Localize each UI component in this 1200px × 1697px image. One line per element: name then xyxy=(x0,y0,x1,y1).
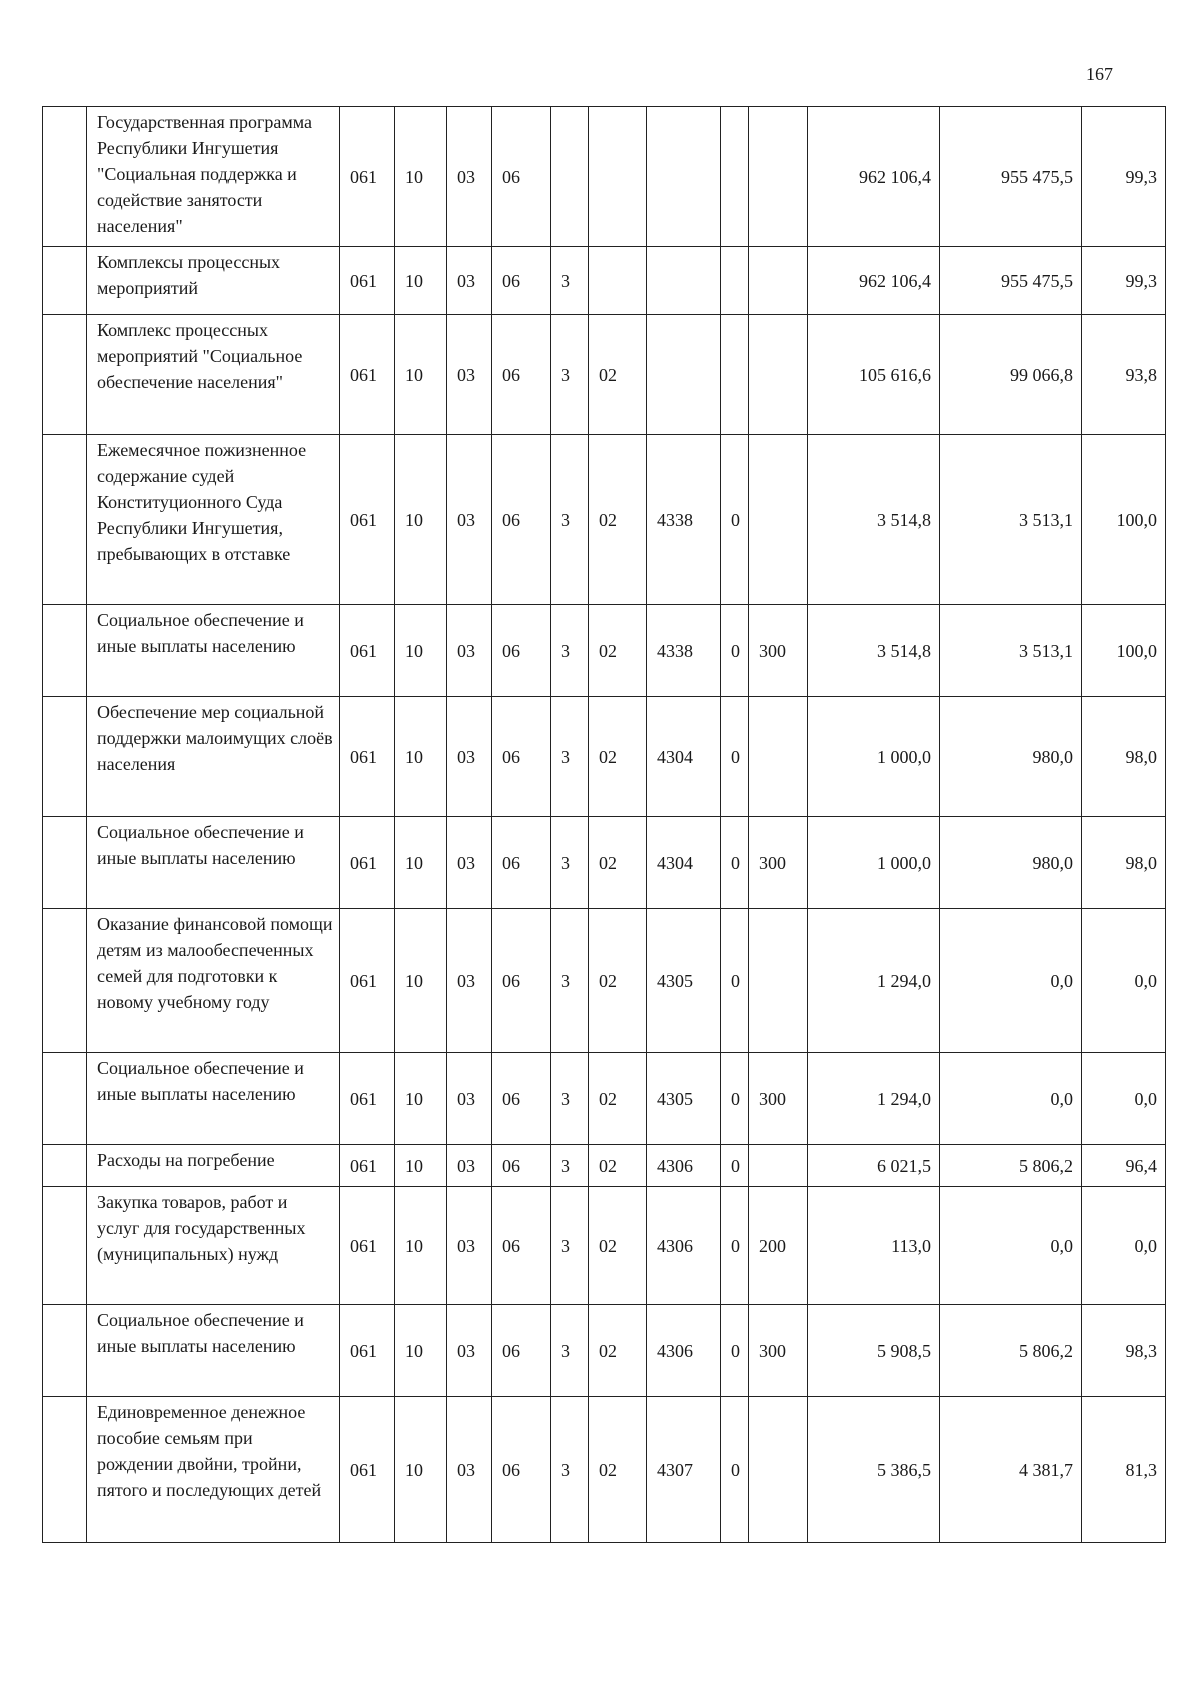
plan-amount: 1 000,0 xyxy=(808,697,940,817)
index-cell xyxy=(43,107,87,247)
code-cell: 06 xyxy=(492,315,551,435)
table-row xyxy=(43,247,1166,315)
index-cell xyxy=(43,909,87,1053)
table-row xyxy=(43,817,1166,909)
code-cell: 10 xyxy=(395,1305,447,1397)
index-cell xyxy=(43,247,87,315)
percent-value: 0,0 xyxy=(1082,1053,1166,1145)
percent-value: 98,0 xyxy=(1082,817,1166,909)
code-cell: 061 xyxy=(340,315,395,435)
fact-amount: 0,0 xyxy=(940,909,1082,1053)
percent-value: 100,0 xyxy=(1082,605,1166,697)
percent-value: 81,3 xyxy=(1082,1397,1166,1543)
index-cell xyxy=(43,605,87,697)
code-cell: 10 xyxy=(395,909,447,1053)
code-cell: 0 xyxy=(721,1053,749,1145)
fact-amount: 980,0 xyxy=(940,697,1082,817)
index-cell xyxy=(43,1187,87,1305)
code-cell: 03 xyxy=(447,909,492,1053)
code-cell: 061 xyxy=(340,1145,395,1187)
code-cell: 10 xyxy=(395,1053,447,1145)
table-row xyxy=(43,107,1166,247)
code-cell: 06 xyxy=(492,1305,551,1397)
code-cell: 0 xyxy=(721,1187,749,1305)
code-cell: 0 xyxy=(721,435,749,605)
code-cell: 10 xyxy=(395,1187,447,1305)
fact-amount: 3 513,1 xyxy=(940,435,1082,605)
code-cell: 3 xyxy=(551,909,589,1053)
fact-amount: 955 475,5 xyxy=(940,247,1082,315)
code-cell: 03 xyxy=(447,605,492,697)
percent-value: 93,8 xyxy=(1082,315,1166,435)
code-cell: 061 xyxy=(340,697,395,817)
code-cell: 02 xyxy=(589,697,647,817)
code-cell: 0 xyxy=(721,1145,749,1187)
percent-value: 98,3 xyxy=(1082,1305,1166,1397)
fact-amount: 4 381,7 xyxy=(940,1397,1082,1543)
fact-amount: 0,0 xyxy=(940,1187,1082,1305)
code-cell: 03 xyxy=(447,1053,492,1145)
plan-amount: 3 514,8 xyxy=(808,435,940,605)
code-cell: 06 xyxy=(492,247,551,315)
code-cell: 300 xyxy=(749,605,808,697)
code-cell xyxy=(647,107,721,247)
code-cell xyxy=(589,247,647,315)
code-cell: 4306 xyxy=(647,1305,721,1397)
code-cell: 200 xyxy=(749,1187,808,1305)
code-cell: 10 xyxy=(395,1397,447,1543)
code-cell: 300 xyxy=(749,1305,808,1397)
item-name: Единовременное денежное пособие семьям при рождении двойни, тройни, пятого и последующих детей xyxy=(87,1397,340,1543)
item-name: Социальное обеспечение и иные выплаты населению xyxy=(87,817,340,909)
code-cell: 4338 xyxy=(647,605,721,697)
code-cell: 061 xyxy=(340,107,395,247)
code-cell xyxy=(749,315,808,435)
code-cell: 4305 xyxy=(647,1053,721,1145)
code-cell xyxy=(721,315,749,435)
code-cell: 06 xyxy=(492,1053,551,1145)
item-name: Социальное обеспечение и иные выплаты населению xyxy=(87,605,340,697)
code-cell: 3 xyxy=(551,817,589,909)
code-cell: 300 xyxy=(749,817,808,909)
code-cell xyxy=(749,697,808,817)
code-cell: 0 xyxy=(721,817,749,909)
index-cell xyxy=(43,435,87,605)
index-cell xyxy=(43,1305,87,1397)
code-cell: 02 xyxy=(589,817,647,909)
code-cell: 300 xyxy=(749,1053,808,1145)
index-cell xyxy=(43,315,87,435)
code-cell: 10 xyxy=(395,1145,447,1187)
code-cell: 061 xyxy=(340,247,395,315)
code-cell: 0 xyxy=(721,1397,749,1543)
item-name: Оказание финансовой помощи детям из малообеспеченных семей для подготовки к новому учебному году xyxy=(87,909,340,1053)
table-row xyxy=(43,605,1166,697)
item-name: Ежемесячное пожизненное содержание судей Конституционного Суда Республики Ингушетия, пребывающих в отставке xyxy=(87,435,340,605)
code-cell: 3 xyxy=(551,1305,589,1397)
table-row xyxy=(43,1145,1166,1187)
code-cell: 03 xyxy=(447,107,492,247)
table-row xyxy=(43,1397,1166,1543)
code-cell: 02 xyxy=(589,1053,647,1145)
fact-amount: 955 475,5 xyxy=(940,107,1082,247)
code-cell: 061 xyxy=(340,1187,395,1305)
plan-amount: 5 386,5 xyxy=(808,1397,940,1543)
code-cell xyxy=(749,1145,808,1187)
code-cell: 0 xyxy=(721,605,749,697)
fact-amount: 3 513,1 xyxy=(940,605,1082,697)
code-cell: 10 xyxy=(395,817,447,909)
percent-value: 96,4 xyxy=(1082,1145,1166,1187)
code-cell: 03 xyxy=(447,1305,492,1397)
fact-amount: 99 066,8 xyxy=(940,315,1082,435)
plan-amount: 962 106,4 xyxy=(808,107,940,247)
code-cell xyxy=(721,107,749,247)
code-cell: 10 xyxy=(395,697,447,817)
item-name: Социальное обеспечение и иные выплаты населению xyxy=(87,1053,340,1145)
code-cell: 03 xyxy=(447,315,492,435)
code-cell: 3 xyxy=(551,1145,589,1187)
percent-value: 98,0 xyxy=(1082,697,1166,817)
code-cell: 061 xyxy=(340,605,395,697)
code-cell: 02 xyxy=(589,605,647,697)
code-cell: 4305 xyxy=(647,909,721,1053)
code-cell: 3 xyxy=(551,1187,589,1305)
table-row xyxy=(43,909,1166,1053)
code-cell: 03 xyxy=(447,1145,492,1187)
table-row xyxy=(43,1187,1166,1305)
plan-amount: 1 294,0 xyxy=(808,909,940,1053)
code-cell: 10 xyxy=(395,605,447,697)
plan-amount: 5 908,5 xyxy=(808,1305,940,1397)
plan-amount: 6 021,5 xyxy=(808,1145,940,1187)
code-cell: 0 xyxy=(721,909,749,1053)
code-cell: 03 xyxy=(447,817,492,909)
code-cell: 061 xyxy=(340,909,395,1053)
code-cell: 4306 xyxy=(647,1145,721,1187)
code-cell: 02 xyxy=(589,1145,647,1187)
code-cell: 0 xyxy=(721,697,749,817)
item-name: Комплекс процессных мероприятий "Социальное обеспечение населения" xyxy=(87,315,340,435)
fact-amount: 5 806,2 xyxy=(940,1305,1082,1397)
code-cell: 0 xyxy=(721,1305,749,1397)
code-cell: 4306 xyxy=(647,1187,721,1305)
index-cell xyxy=(43,1053,87,1145)
code-cell: 03 xyxy=(447,247,492,315)
code-cell: 02 xyxy=(589,909,647,1053)
item-name: Закупка товаров, работ и услуг для государственных (муниципальных) нужд xyxy=(87,1187,340,1305)
page-number: 167 xyxy=(1086,64,1113,84)
percent-value: 99,3 xyxy=(1082,107,1166,247)
code-cell: 06 xyxy=(492,1187,551,1305)
code-cell xyxy=(551,107,589,247)
plan-amount: 3 514,8 xyxy=(808,605,940,697)
percent-value: 100,0 xyxy=(1082,435,1166,605)
item-name: Обеспечение мер социальной поддержки малоимущих слоёв населения xyxy=(87,697,340,817)
code-cell xyxy=(749,247,808,315)
code-cell: 061 xyxy=(340,817,395,909)
code-cell xyxy=(589,107,647,247)
code-cell: 06 xyxy=(492,909,551,1053)
code-cell: 06 xyxy=(492,697,551,817)
code-cell xyxy=(749,909,808,1053)
code-cell xyxy=(647,247,721,315)
code-cell: 3 xyxy=(551,435,589,605)
percent-value: 0,0 xyxy=(1082,1187,1166,1305)
index-cell xyxy=(43,697,87,817)
fact-amount: 5 806,2 xyxy=(940,1145,1082,1187)
plan-amount: 105 616,6 xyxy=(808,315,940,435)
table-row xyxy=(43,1053,1166,1145)
code-cell: 4304 xyxy=(647,697,721,817)
plan-amount: 1 294,0 xyxy=(808,1053,940,1145)
code-cell: 3 xyxy=(551,605,589,697)
code-cell: 06 xyxy=(492,107,551,247)
index-cell xyxy=(43,817,87,909)
code-cell: 06 xyxy=(492,605,551,697)
index-cell xyxy=(43,1145,87,1187)
code-cell: 10 xyxy=(395,315,447,435)
percent-value: 99,3 xyxy=(1082,247,1166,315)
code-cell: 3 xyxy=(551,247,589,315)
code-cell: 10 xyxy=(395,247,447,315)
code-cell: 03 xyxy=(447,435,492,605)
code-cell: 06 xyxy=(492,1397,551,1543)
table-row xyxy=(43,435,1166,605)
code-cell: 03 xyxy=(447,697,492,817)
code-cell: 061 xyxy=(340,1305,395,1397)
code-cell: 02 xyxy=(589,1397,647,1543)
fact-amount: 0,0 xyxy=(940,1053,1082,1145)
code-cell: 06 xyxy=(492,817,551,909)
table-row xyxy=(43,697,1166,817)
code-cell xyxy=(721,247,749,315)
code-cell: 10 xyxy=(395,107,447,247)
code-cell xyxy=(749,1397,808,1543)
percent-value: 0,0 xyxy=(1082,909,1166,1053)
item-name: Комплексы процессных мероприятий xyxy=(87,247,340,315)
code-cell: 4304 xyxy=(647,817,721,909)
code-cell: 03 xyxy=(447,1397,492,1543)
code-cell: 06 xyxy=(492,1145,551,1187)
code-cell: 061 xyxy=(340,1053,395,1145)
item-name: Государственная программа Республики Ингушетия "Социальная поддержка и содействие занятости населения" xyxy=(87,107,340,247)
code-cell: 06 xyxy=(492,435,551,605)
table-body xyxy=(43,107,1166,1543)
code-cell: 02 xyxy=(589,1305,647,1397)
plan-amount: 113,0 xyxy=(808,1187,940,1305)
plan-amount: 1 000,0 xyxy=(808,817,940,909)
code-cell xyxy=(749,107,808,247)
code-cell: 10 xyxy=(395,435,447,605)
code-cell: 3 xyxy=(551,1397,589,1543)
code-cell: 02 xyxy=(589,1187,647,1305)
item-name: Расходы на погребение xyxy=(87,1145,340,1187)
fact-amount: 980,0 xyxy=(940,817,1082,909)
table-row xyxy=(43,1305,1166,1397)
code-cell: 3 xyxy=(551,697,589,817)
code-cell: 02 xyxy=(589,435,647,605)
table-row xyxy=(43,315,1166,435)
code-cell: 03 xyxy=(447,1187,492,1305)
code-cell: 4307 xyxy=(647,1397,721,1543)
item-name: Социальное обеспечение и иные выплаты населению xyxy=(87,1305,340,1397)
code-cell: 4338 xyxy=(647,435,721,605)
plan-amount: 962 106,4 xyxy=(808,247,940,315)
code-cell xyxy=(647,315,721,435)
code-cell: 3 xyxy=(551,1053,589,1145)
code-cell: 061 xyxy=(340,435,395,605)
code-cell: 061 xyxy=(340,1397,395,1543)
code-cell: 3 xyxy=(551,315,589,435)
budget-table xyxy=(42,106,1166,1543)
index-cell xyxy=(43,1397,87,1543)
code-cell: 02 xyxy=(589,315,647,435)
code-cell xyxy=(749,435,808,605)
